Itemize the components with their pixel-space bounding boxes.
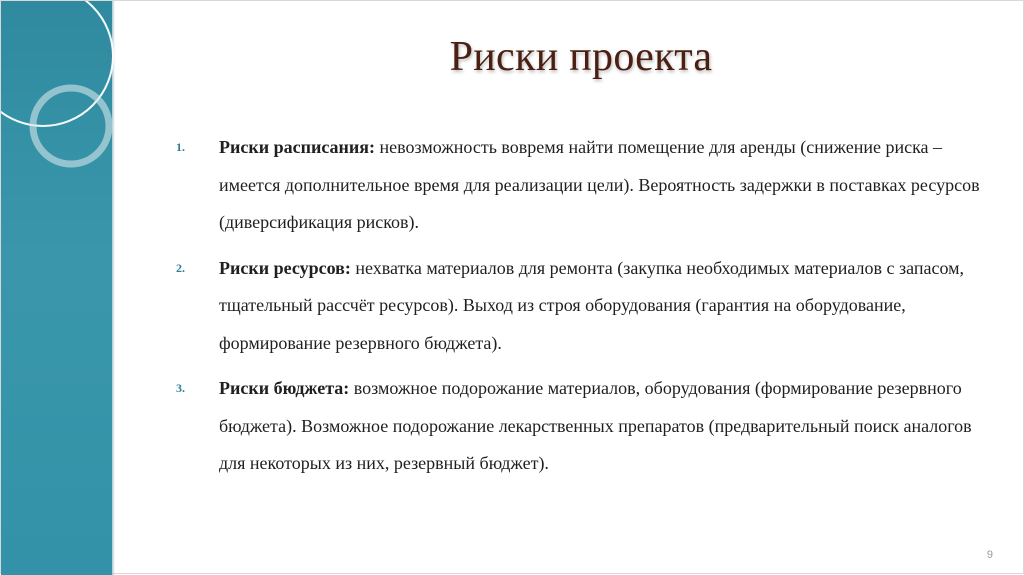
list-item-heading: Риски бюджета: xyxy=(219,378,350,398)
list-item-number: 2. xyxy=(176,260,185,275)
sidebar-band xyxy=(1,1,112,575)
sidebar-edge xyxy=(112,1,115,575)
list-item-number: 3. xyxy=(176,381,185,395)
page-number: 9 xyxy=(986,549,993,561)
list-item-schedule-risks xyxy=(176,129,986,242)
list-item-resource-risks xyxy=(176,250,986,363)
risk-list xyxy=(176,129,986,491)
list-item-heading: Риски ресурсов: xyxy=(219,257,351,278)
list-item-heading: Риски расписания: xyxy=(219,137,376,157)
list-item-text: невозможность вовремя найти помещение для аренды (снижение риска – имеется дополнительное время для реализации цели). Вероятность задержки в поставках ресурсов (диверсификация рисков). xyxy=(219,137,980,232)
list-item-text: нехватка материалов для ремонта (закупка необходимых материалов с запасом, тщательный рассчёт ресурсов). Выход из строя оборудования (гарантия на оборудование, формирование резервного бюджета). xyxy=(219,257,965,353)
list-item-text: возможное подорожание материалов, оборудования (формирование резервного бюджета). Возможное подорожание лекарственных препаратов (предварительный поиск аналогов для некоторых из них, резервный бюджет). xyxy=(219,378,972,473)
list-item-number: 1. xyxy=(176,140,185,154)
slide-title: Риски проекта xyxy=(449,34,713,80)
list-item-budget-risks xyxy=(176,370,986,483)
